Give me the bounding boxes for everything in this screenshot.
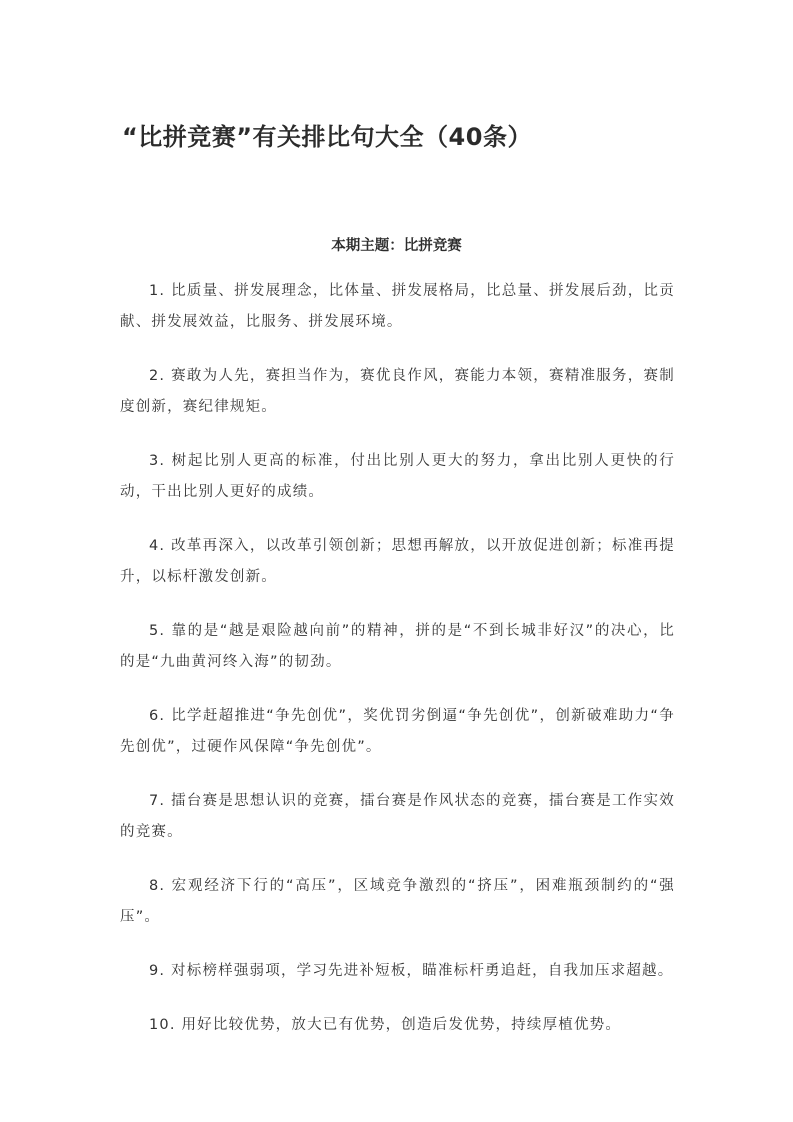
list-item: 7. 擂台赛是思想认识的竞赛，擂台赛是作风状态的竞赛，擂台赛是工作实效的竞赛。 <box>120 793 675 840</box>
list-item: 1. 比质量、拼发展理念，比体量、拼发展格局，比总量、拼发展后劲，比贡献、拼发展效益，比服务、拼发展环境。 <box>120 283 675 330</box>
issue-topic: 本期主题：比拼竞赛 <box>331 238 462 254</box>
list-item: 6. 比学赶超推进“争先创优”，奖优罚劣倒逼“争先创优”，创新破难助力“争先创优”，过硬作风保障“争先创优”。 <box>120 708 675 755</box>
parallelism-list <box>120 276 675 1064</box>
list-item: 10. 用好比较优势，放大已有优势，创造后发优势，持续厚植优势。 <box>149 1017 622 1033</box>
list-item: 3. 树起比别人更高的标准，付出比别人更大的努力，拿出比别人更快的行动，干出比别人更好的成绩。 <box>120 453 675 500</box>
list-item: 9. 对标榜样强弱项，学习先进补短板，瞄准标杆勇追赶，自我加压求超越。 <box>149 963 674 979</box>
list-item: 5. 靠的是“越是艰险越向前”的精神，拼的是“不到长城非好汉”的决心，比的是“九曲黄河终入海”的韧劲。 <box>120 623 675 670</box>
list-item: 4. 改革再深入，以改革引领创新；思想再解放，以开放促进创新；标准再提升，以标杆激发创新。 <box>120 538 675 585</box>
document-title: “比拼竞赛”有关排比句大全（40条） <box>122 123 532 151</box>
list-item: 2. 赛敢为人先，赛担当作为，赛优良作风，赛能力本领，赛精准服务，赛制度创新，赛纪律规矩。 <box>120 368 675 415</box>
list-item: 8. 宏观经济下行的“高压”，区域竞争激烈的“挤压”，困难瓶颈制约的“强压”。 <box>120 878 675 925</box>
